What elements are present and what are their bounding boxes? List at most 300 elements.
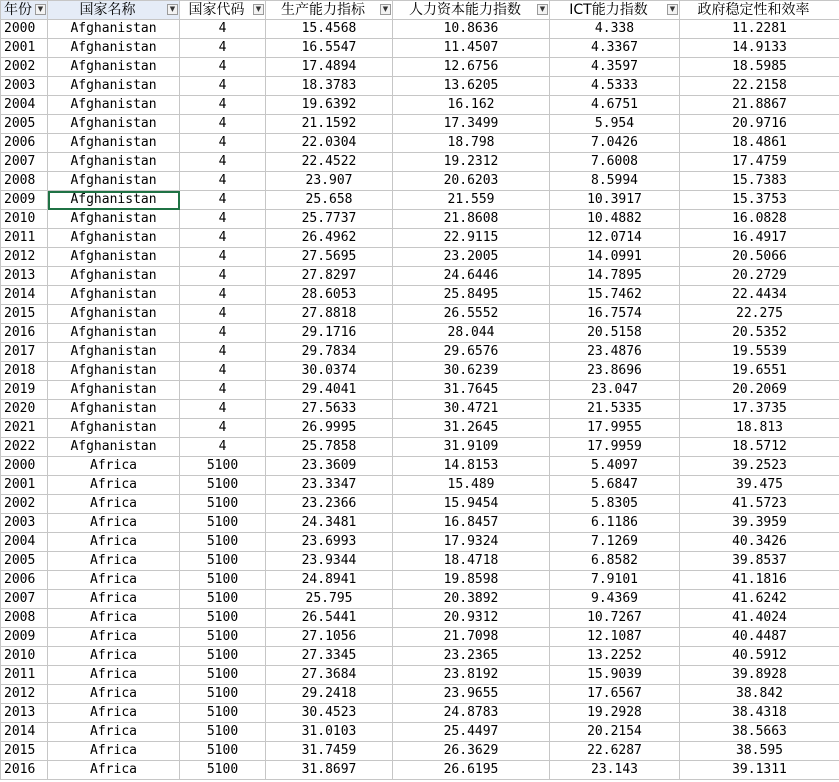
cell-human-capital[interactable]: 31.9109	[393, 438, 550, 457]
cell-government-stability[interactable]: 20.5352	[680, 324, 839, 343]
cell-country-name[interactable]: Afghanistan	[48, 96, 180, 115]
cell-government-stability[interactable]: 41.4024	[680, 609, 839, 628]
cell-country-name[interactable]: Afghanistan	[48, 248, 180, 267]
cell-production-capacity[interactable]: 30.4523	[266, 704, 393, 723]
cell-year[interactable]: 2007	[1, 153, 48, 172]
column-header-country-name[interactable]	[48, 1, 180, 20]
cell-country-code[interactable]: 5100	[180, 552, 266, 571]
cell-production-capacity[interactable]: 25.7737	[266, 210, 393, 229]
cell-human-capital[interactable]: 21.7098	[393, 628, 550, 647]
cell-country-name[interactable]: Afghanistan	[48, 39, 180, 58]
cell-ict-capacity[interactable]: 10.4882	[550, 210, 680, 229]
cell-country-name[interactable]: Afghanistan	[48, 115, 180, 134]
cell-human-capital[interactable]: 15.489	[393, 476, 550, 495]
cell-year[interactable]: 2006	[1, 134, 48, 153]
cell-country-name[interactable]: Afghanistan	[48, 419, 180, 438]
cell-year[interactable]: 2010	[1, 647, 48, 666]
cell-country-name[interactable]: Africa	[48, 666, 180, 685]
cell-country-code[interactable]: 5100	[180, 476, 266, 495]
cell-country-code[interactable]: 4	[180, 438, 266, 457]
cell-ict-capacity[interactable]: 23.047	[550, 381, 680, 400]
cell-country-code[interactable]: 4	[180, 343, 266, 362]
cell-year[interactable]: 2014	[1, 723, 48, 742]
cell-country-code[interactable]: 4	[180, 286, 266, 305]
table-row	[1, 552, 839, 571]
table-row	[1, 20, 839, 39]
cell-year[interactable]: 2004	[1, 533, 48, 552]
cell-human-capital[interactable]: 28.044	[393, 324, 550, 343]
cell-government-stability[interactable]: 16.4917	[680, 229, 839, 248]
cell-country-code[interactable]: 5100	[180, 647, 266, 666]
column-header-government-stability[interactable]	[680, 1, 839, 20]
cell-country-code[interactable]: 5100	[180, 685, 266, 704]
cell-country-name[interactable]: Afghanistan	[48, 210, 180, 229]
table-row	[1, 324, 839, 343]
cell-year[interactable]: 2000	[1, 457, 48, 476]
cell-ict-capacity[interactable]: 8.5994	[550, 172, 680, 191]
dropdown-arrow-icon[interactable]: ▼	[537, 4, 548, 15]
cell-government-stability[interactable]: 19.6551	[680, 362, 839, 381]
column-header-ict-capacity[interactable]	[550, 1, 680, 20]
cell-human-capital[interactable]: 11.4507	[393, 39, 550, 58]
cell-country-name[interactable]: Afghanistan	[48, 58, 180, 77]
cell-production-capacity[interactable]: 23.3347	[266, 476, 393, 495]
cell-country-code[interactable]: 5100	[180, 514, 266, 533]
cell-ict-capacity[interactable]: 4.3367	[550, 39, 680, 58]
cell-country-code[interactable]: 4	[180, 381, 266, 400]
cell-government-stability[interactable]: 18.5712	[680, 438, 839, 457]
cell-human-capital[interactable]: 13.6205	[393, 77, 550, 96]
cell-human-capital[interactable]: 16.162	[393, 96, 550, 115]
cell-government-stability[interactable]: 22.275	[680, 305, 839, 324]
cell-ict-capacity[interactable]: 7.6008	[550, 153, 680, 172]
cell-country-code[interactable]: 4	[180, 134, 266, 153]
cell-ict-capacity[interactable]: 19.2928	[550, 704, 680, 723]
cell-government-stability[interactable]: 18.5985	[680, 58, 839, 77]
cell-country-code[interactable]: 5100	[180, 704, 266, 723]
cell-human-capital[interactable]: 19.2312	[393, 153, 550, 172]
cell-country-name[interactable]: Africa	[48, 761, 180, 780]
cell-country-name[interactable]: Afghanistan	[48, 438, 180, 457]
cell-human-capital[interactable]: 26.5552	[393, 305, 550, 324]
cell-human-capital[interactable]: 20.9312	[393, 609, 550, 628]
cell-country-code[interactable]: 5100	[180, 533, 266, 552]
cell-human-capital[interactable]: 23.9655	[393, 685, 550, 704]
cell-country-name[interactable]: Afghanistan	[48, 191, 180, 210]
cell-human-capital[interactable]: 10.8636	[393, 20, 550, 39]
cell-ict-capacity[interactable]: 9.4369	[550, 590, 680, 609]
cell-human-capital[interactable]: 21.8608	[393, 210, 550, 229]
cell-ict-capacity[interactable]: 5.4097	[550, 457, 680, 476]
cell-country-name[interactable]: Africa	[48, 571, 180, 590]
cell-government-stability[interactable]: 20.2729	[680, 267, 839, 286]
cell-production-capacity[interactable]: 18.3783	[266, 77, 393, 96]
cell-ict-capacity[interactable]: 22.6287	[550, 742, 680, 761]
cell-country-name[interactable]: Afghanistan	[48, 305, 180, 324]
cell-country-code[interactable]: 4	[180, 115, 266, 134]
cell-country-name[interactable]: Africa	[48, 685, 180, 704]
cell-production-capacity[interactable]: 26.4962	[266, 229, 393, 248]
cell-ict-capacity[interactable]: 20.2154	[550, 723, 680, 742]
cell-year[interactable]: 2020	[1, 400, 48, 419]
cell-ict-capacity[interactable]: 7.0426	[550, 134, 680, 153]
cell-country-name[interactable]: Africa	[48, 590, 180, 609]
cell-country-name[interactable]: Afghanistan	[48, 324, 180, 343]
cell-production-capacity[interactable]: 27.8297	[266, 267, 393, 286]
cell-government-stability[interactable]: 38.5663	[680, 723, 839, 742]
cell-human-capital[interactable]: 20.6203	[393, 172, 550, 191]
cell-production-capacity[interactable]: 28.6053	[266, 286, 393, 305]
cell-human-capital[interactable]: 31.7645	[393, 381, 550, 400]
cell-human-capital[interactable]: 22.9115	[393, 229, 550, 248]
cell-country-name[interactable]: Afghanistan	[48, 20, 180, 39]
cell-country-code[interactable]: 4	[180, 248, 266, 267]
cell-human-capital[interactable]: 19.8598	[393, 571, 550, 590]
cell-year[interactable]: 2006	[1, 571, 48, 590]
cell-government-stability[interactable]: 41.6242	[680, 590, 839, 609]
cell-country-code[interactable]: 4	[180, 419, 266, 438]
cell-country-code[interactable]: 4	[180, 229, 266, 248]
cell-human-capital[interactable]: 12.6756	[393, 58, 550, 77]
cell-country-code[interactable]: 4	[180, 58, 266, 77]
cell-ict-capacity[interactable]: 12.0714	[550, 229, 680, 248]
cell-ict-capacity[interactable]: 23.4876	[550, 343, 680, 362]
cell-government-stability[interactable]: 15.3753	[680, 191, 839, 210]
cell-ict-capacity[interactable]: 5.8305	[550, 495, 680, 514]
cell-production-capacity[interactable]: 16.5547	[266, 39, 393, 58]
cell-year[interactable]: 2017	[1, 343, 48, 362]
cell-country-name[interactable]: Africa	[48, 514, 180, 533]
dropdown-arrow-icon[interactable]: ▼	[167, 4, 178, 15]
cell-government-stability[interactable]: 40.3426	[680, 533, 839, 552]
cell-country-code[interactable]: 5100	[180, 723, 266, 742]
cell-country-name[interactable]: Afghanistan	[48, 343, 180, 362]
column-header-label: 政府稳定性和效率	[697, 2, 810, 18]
dropdown-arrow-icon[interactable]: ▼	[253, 4, 264, 15]
cell-production-capacity[interactable]: 23.3609	[266, 457, 393, 476]
cell-government-stability[interactable]: 17.3735	[680, 400, 839, 419]
cell-ict-capacity[interactable]: 15.9039	[550, 666, 680, 685]
cell-country-name[interactable]: Africa	[48, 723, 180, 742]
cell-government-stability[interactable]: 39.8537	[680, 552, 839, 571]
cell-ict-capacity[interactable]: 23.143	[550, 761, 680, 780]
cell-production-capacity[interactable]: 23.2366	[266, 495, 393, 514]
cell-production-capacity[interactable]: 24.8941	[266, 571, 393, 590]
cell-country-code[interactable]: 4	[180, 362, 266, 381]
column-header-production-capacity[interactable]	[266, 1, 393, 20]
cell-country-code[interactable]: 4	[180, 77, 266, 96]
column-header-label: 国家名称	[79, 2, 136, 18]
cell-government-stability[interactable]: 19.5539	[680, 343, 839, 362]
cell-human-capital[interactable]: 25.4497	[393, 723, 550, 742]
cell-human-capital[interactable]: 24.6446	[393, 267, 550, 286]
cell-production-capacity[interactable]: 25.7858	[266, 438, 393, 457]
cell-production-capacity[interactable]: 27.5633	[266, 400, 393, 419]
cell-government-stability[interactable]: 41.1816	[680, 571, 839, 590]
cell-government-stability[interactable]: 39.2523	[680, 457, 839, 476]
cell-human-capital[interactable]: 30.6239	[393, 362, 550, 381]
cell-human-capital[interactable]: 24.8783	[393, 704, 550, 723]
cell-year[interactable]: 2002	[1, 495, 48, 514]
cell-production-capacity[interactable]: 22.0304	[266, 134, 393, 153]
cell-government-stability[interactable]: 18.813	[680, 419, 839, 438]
cell-year[interactable]: 2005	[1, 115, 48, 134]
cell-government-stability[interactable]: 11.2281	[680, 20, 839, 39]
cell-ict-capacity[interactable]: 5.6847	[550, 476, 680, 495]
cell-ict-capacity[interactable]: 12.1087	[550, 628, 680, 647]
cell-government-stability[interactable]: 20.5066	[680, 248, 839, 267]
cell-production-capacity[interactable]: 21.1592	[266, 115, 393, 134]
cell-ict-capacity[interactable]: 6.1186	[550, 514, 680, 533]
table-row	[1, 533, 839, 552]
cell-ict-capacity[interactable]: 13.2252	[550, 647, 680, 666]
cell-human-capital[interactable]: 21.559	[393, 191, 550, 210]
cell-production-capacity[interactable]: 23.6993	[266, 533, 393, 552]
cell-human-capital[interactable]: 20.3892	[393, 590, 550, 609]
cell-ict-capacity[interactable]: 21.5335	[550, 400, 680, 419]
cell-production-capacity[interactable]: 27.3684	[266, 666, 393, 685]
cell-government-stability[interactable]: 21.8867	[680, 96, 839, 115]
cell-ict-capacity[interactable]: 10.3917	[550, 191, 680, 210]
cell-production-capacity[interactable]: 27.8818	[266, 305, 393, 324]
cell-ict-capacity[interactable]: 4.6751	[550, 96, 680, 115]
cell-year[interactable]: 2013	[1, 704, 48, 723]
column-header-human-capital[interactable]	[393, 1, 550, 20]
cell-year[interactable]: 2019	[1, 381, 48, 400]
cell-country-code[interactable]: 4	[180, 39, 266, 58]
cell-country-code[interactable]: 4	[180, 20, 266, 39]
cell-year[interactable]: 2007	[1, 590, 48, 609]
cell-ict-capacity[interactable]: 4.5333	[550, 77, 680, 96]
cell-ict-capacity[interactable]: 23.8696	[550, 362, 680, 381]
cell-government-stability[interactable]: 38.842	[680, 685, 839, 704]
cell-government-stability[interactable]: 39.3959	[680, 514, 839, 533]
cell-year[interactable]: 2015	[1, 742, 48, 761]
cell-country-name[interactable]: Africa	[48, 552, 180, 571]
cell-year[interactable]: 2016	[1, 761, 48, 780]
column-header-country-code[interactable]	[180, 1, 266, 20]
cell-country-name[interactable]: Afghanistan	[48, 153, 180, 172]
cell-year[interactable]: 2013	[1, 267, 48, 286]
cell-human-capital[interactable]: 30.4721	[393, 400, 550, 419]
cell-production-capacity[interactable]: 29.2418	[266, 685, 393, 704]
cell-human-capital[interactable]: 16.8457	[393, 514, 550, 533]
cell-production-capacity[interactable]: 30.0374	[266, 362, 393, 381]
cell-production-capacity[interactable]: 29.4041	[266, 381, 393, 400]
cell-year[interactable]: 2001	[1, 39, 48, 58]
cell-government-stability[interactable]: 20.9716	[680, 115, 839, 134]
cell-production-capacity[interactable]: 23.907	[266, 172, 393, 191]
cell-government-stability[interactable]: 17.4759	[680, 153, 839, 172]
cell-country-code[interactable]: 5100	[180, 742, 266, 761]
cell-year[interactable]: 2018	[1, 362, 48, 381]
cell-year[interactable]: 2016	[1, 324, 48, 343]
cell-government-stability[interactable]: 18.4861	[680, 134, 839, 153]
cell-human-capital[interactable]: 25.8495	[393, 286, 550, 305]
cell-country-code[interactable]: 4	[180, 210, 266, 229]
cell-production-capacity[interactable]: 25.795	[266, 590, 393, 609]
cell-year[interactable]: 2005	[1, 552, 48, 571]
cell-country-name[interactable]: Africa	[48, 628, 180, 647]
cell-production-capacity[interactable]: 19.6392	[266, 96, 393, 115]
cell-country-name[interactable]: Afghanistan	[48, 134, 180, 153]
cell-country-code[interactable]: 4	[180, 305, 266, 324]
cell-country-code[interactable]: 5100	[180, 666, 266, 685]
cell-year[interactable]: 2014	[1, 286, 48, 305]
cell-human-capital[interactable]: 26.3629	[393, 742, 550, 761]
cell-country-code[interactable]: 5100	[180, 457, 266, 476]
cell-government-stability[interactable]: 39.8928	[680, 666, 839, 685]
cell-country-name[interactable]: Afghanistan	[48, 286, 180, 305]
cell-human-capital[interactable]: 26.6195	[393, 761, 550, 780]
cell-ict-capacity[interactable]: 10.7267	[550, 609, 680, 628]
cell-country-name[interactable]: Africa	[48, 495, 180, 514]
cell-year[interactable]: 2008	[1, 609, 48, 628]
cell-year[interactable]: 2008	[1, 172, 48, 191]
cell-ict-capacity[interactable]: 17.9955	[550, 419, 680, 438]
cell-year[interactable]: 2009	[1, 628, 48, 647]
cell-country-name[interactable]: Afghanistan	[48, 267, 180, 286]
cell-ict-capacity[interactable]: 15.7462	[550, 286, 680, 305]
cell-production-capacity[interactable]: 29.1716	[266, 324, 393, 343]
cell-year[interactable]: 2011	[1, 229, 48, 248]
cell-year[interactable]: 2003	[1, 77, 48, 96]
cell-year[interactable]: 2001	[1, 476, 48, 495]
cell-government-stability[interactable]: 40.5912	[680, 647, 839, 666]
cell-production-capacity[interactable]: 31.8697	[266, 761, 393, 780]
cell-ict-capacity[interactable]: 14.0991	[550, 248, 680, 267]
cell-ict-capacity[interactable]: 6.8582	[550, 552, 680, 571]
cell-human-capital[interactable]: 23.2005	[393, 248, 550, 267]
cell-production-capacity[interactable]: 22.4522	[266, 153, 393, 172]
cell-country-code[interactable]: 4	[180, 400, 266, 419]
cell-country-code[interactable]: 5100	[180, 609, 266, 628]
cell-production-capacity[interactable]: 26.5441	[266, 609, 393, 628]
cell-country-name[interactable]: Afghanistan	[48, 362, 180, 381]
dropdown-arrow-icon[interactable]: ▼	[35, 4, 46, 15]
cell-country-name[interactable]: Afghanistan	[48, 172, 180, 191]
cell-country-code[interactable]: 5100	[180, 590, 266, 609]
cell-country-name[interactable]: Afghanistan	[48, 400, 180, 419]
cell-year[interactable]: 2022	[1, 438, 48, 457]
cell-human-capital[interactable]: 14.8153	[393, 457, 550, 476]
cell-human-capital[interactable]: 18.4718	[393, 552, 550, 571]
cell-country-name[interactable]: Africa	[48, 457, 180, 476]
cell-country-code[interactable]: 4	[180, 324, 266, 343]
cell-year[interactable]: 2002	[1, 58, 48, 77]
cell-country-code[interactable]: 5100	[180, 571, 266, 590]
cell-ict-capacity[interactable]: 16.7574	[550, 305, 680, 324]
cell-country-code[interactable]: 4	[180, 172, 266, 191]
cell-human-capital[interactable]: 23.2365	[393, 647, 550, 666]
cell-year[interactable]: 2021	[1, 419, 48, 438]
cell-ict-capacity[interactable]: 7.9101	[550, 571, 680, 590]
cell-country-name[interactable]: Afghanistan	[48, 77, 180, 96]
cell-country-code[interactable]: 4	[180, 191, 266, 210]
cell-year[interactable]: 2015	[1, 305, 48, 324]
cell-year[interactable]: 2011	[1, 666, 48, 685]
cell-country-code[interactable]: 5100	[180, 761, 266, 780]
cell-production-capacity[interactable]: 31.0103	[266, 723, 393, 742]
cell-human-capital[interactable]: 31.2645	[393, 419, 550, 438]
cell-government-stability[interactable]: 22.4434	[680, 286, 839, 305]
cell-human-capital[interactable]: 18.798	[393, 134, 550, 153]
cell-ict-capacity[interactable]: 7.1269	[550, 533, 680, 552]
cell-government-stability[interactable]: 15.7383	[680, 172, 839, 191]
cell-government-stability[interactable]: 16.0828	[680, 210, 839, 229]
cell-government-stability[interactable]: 39.1311	[680, 761, 839, 780]
cell-government-stability[interactable]: 40.4487	[680, 628, 839, 647]
cell-year[interactable]: 2012	[1, 685, 48, 704]
cell-ict-capacity[interactable]: 4.338	[550, 20, 680, 39]
cell-production-capacity[interactable]: 15.4568	[266, 20, 393, 39]
cell-country-name[interactable]: Africa	[48, 742, 180, 761]
cell-country-name[interactable]: Africa	[48, 609, 180, 628]
cell-production-capacity[interactable]: 27.5695	[266, 248, 393, 267]
cell-year[interactable]: 2000	[1, 20, 48, 39]
cell-country-name[interactable]: Africa	[48, 476, 180, 495]
cell-year[interactable]: 2010	[1, 210, 48, 229]
cell-ict-capacity[interactable]: 17.9959	[550, 438, 680, 457]
cell-country-code[interactable]: 4	[180, 96, 266, 115]
cell-production-capacity[interactable]: 24.3481	[266, 514, 393, 533]
cell-production-capacity[interactable]: 23.9344	[266, 552, 393, 571]
column-header-year[interactable]	[1, 1, 48, 20]
cell-production-capacity[interactable]: 26.9995	[266, 419, 393, 438]
cell-human-capital[interactable]: 23.8192	[393, 666, 550, 685]
cell-country-code[interactable]: 4	[180, 153, 266, 172]
cell-production-capacity[interactable]: 25.658	[266, 191, 393, 210]
dropdown-arrow-icon[interactable]: ▼	[667, 4, 678, 15]
cell-country-name[interactable]: Africa	[48, 704, 180, 723]
cell-human-capital[interactable]: 17.9324	[393, 533, 550, 552]
dropdown-arrow-icon[interactable]: ▼	[380, 4, 391, 15]
cell-production-capacity[interactable]: 27.1056	[266, 628, 393, 647]
cell-year[interactable]: 2012	[1, 248, 48, 267]
table-row	[1, 134, 839, 153]
cell-production-capacity[interactable]: 31.7459	[266, 742, 393, 761]
cell-government-stability[interactable]: 41.5723	[680, 495, 839, 514]
cell-country-name[interactable]: Africa	[48, 647, 180, 666]
cell-ict-capacity[interactable]: 5.954	[550, 115, 680, 134]
cell-human-capital[interactable]: 15.9454	[393, 495, 550, 514]
cell-production-capacity[interactable]: 17.4894	[266, 58, 393, 77]
cell-government-stability[interactable]: 38.595	[680, 742, 839, 761]
cell-ict-capacity[interactable]: 14.7895	[550, 267, 680, 286]
cell-year[interactable]: 2004	[1, 96, 48, 115]
cell-country-name[interactable]: Africa	[48, 533, 180, 552]
cell-country-code[interactable]: 4	[180, 267, 266, 286]
cell-human-capital[interactable]: 17.3499	[393, 115, 550, 134]
cell-year[interactable]: 2003	[1, 514, 48, 533]
cell-human-capital[interactable]: 29.6576	[393, 343, 550, 362]
cell-ict-capacity[interactable]: 17.6567	[550, 685, 680, 704]
cell-government-stability[interactable]: 20.2069	[680, 381, 839, 400]
cell-ict-capacity[interactable]: 20.5158	[550, 324, 680, 343]
cell-year[interactable]: 2009	[1, 191, 48, 210]
cell-country-code[interactable]: 5100	[180, 495, 266, 514]
cell-production-capacity[interactable]: 27.3345	[266, 647, 393, 666]
cell-country-name[interactable]: Afghanistan	[48, 381, 180, 400]
cell-government-stability[interactable]: 38.4318	[680, 704, 839, 723]
cell-government-stability[interactable]: 22.2158	[680, 77, 839, 96]
cell-country-name[interactable]: Afghanistan	[48, 229, 180, 248]
cell-production-capacity[interactable]: 29.7834	[266, 343, 393, 362]
cell-country-code[interactable]: 5100	[180, 628, 266, 647]
cell-government-stability[interactable]: 14.9133	[680, 39, 839, 58]
cell-government-stability[interactable]: 39.475	[680, 476, 839, 495]
cell-ict-capacity[interactable]: 4.3597	[550, 58, 680, 77]
